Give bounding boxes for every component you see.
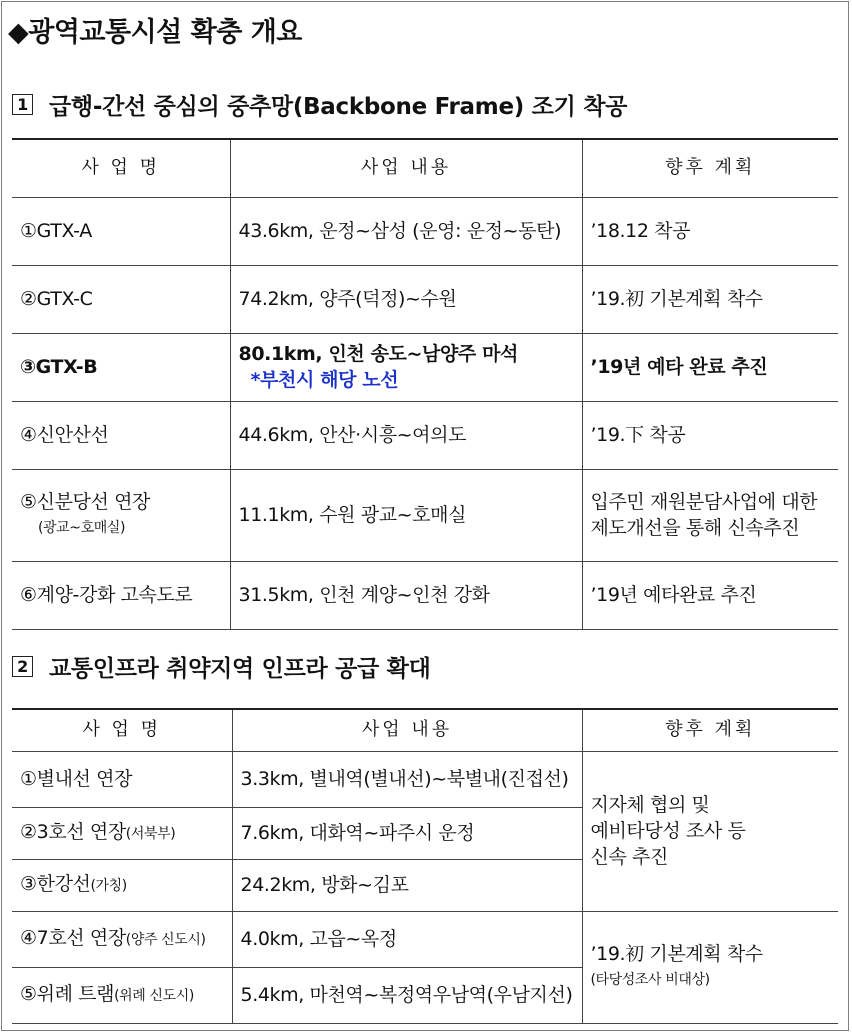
project-plan: ’19년 예타완료 추진 [582, 561, 838, 629]
project-plan: 입주민 재원분담사업에 대한 [590, 491, 818, 513]
table-row [12, 751, 838, 807]
project-plan-cell [582, 469, 838, 561]
header-project-content: 사업 내용 [232, 709, 582, 751]
project-name-sub: (서북부) [125, 826, 176, 842]
project-name-cell [12, 469, 230, 561]
project-name: ⑤신분당선 연장 [20, 491, 150, 513]
plan-line: 신속 추진 [590, 846, 668, 868]
project-plan: ’19년 예타 완료 추진 [582, 333, 838, 401]
table-row [12, 469, 838, 561]
plan-line: 예비타당성 조사 등 [590, 820, 746, 842]
project-content: 7.6km, 대화역~파주시 운정 [232, 807, 582, 859]
header-project-content: 사업 내용 [230, 139, 582, 197]
project-name: ⑤위례 트램 [20, 983, 115, 1005]
project-name: ②3호선 연장 [20, 821, 126, 843]
project-name: ①별내선 연장 [12, 751, 232, 807]
project-content-cell [230, 333, 582, 401]
table-header-row [12, 139, 838, 197]
backbone-table [12, 138, 838, 630]
section-2-number: 2 [12, 656, 33, 677]
project-name: ④7호선 연장 [20, 927, 126, 949]
project-name: ⑥계양-강화 고속도로 [12, 561, 230, 629]
project-name-cell [12, 967, 232, 1023]
section-2-title: 교통인프라 취약지역 인프라 공급 확대 [49, 656, 431, 682]
project-content: 3.3km, 별내역(별내선)~북별내(진접선) [232, 751, 582, 807]
project-plan: ’19.初 기본계획 착수 [582, 265, 838, 333]
project-plan: ’19.下 착공 [582, 401, 838, 469]
header-project-name: 사 업 명 [12, 139, 230, 197]
project-content: 43.6km, 운정~삼성 (운영: 운정~동탄) [230, 197, 582, 265]
project-content: 74.2km, 양주(덕정)~수원 [230, 265, 582, 333]
project-name: ①GTX-A [12, 197, 230, 265]
project-name-cell [12, 807, 232, 859]
section-2-heading [12, 650, 431, 683]
project-plan: ’18.12 착공 [582, 197, 838, 265]
plan-group-2 [582, 911, 838, 1023]
section-1-number: 1 [12, 94, 33, 115]
project-content: 80.1km, 인천 송도~남양주 마석 [238, 343, 518, 365]
project-content: 11.1km, 수원 광교~호매실 [230, 469, 582, 561]
table-row [12, 333, 838, 401]
plan-group-1 [582, 751, 838, 911]
section-1-heading [12, 88, 627, 121]
project-name: ②GTX-C [12, 265, 230, 333]
project-name-sub: (가칭) [90, 878, 127, 894]
project-content: 31.5km, 인천 계양~인천 강화 [230, 561, 582, 629]
section-1-title: 급행-간선 중심의 중추망(Backbone Frame) 조기 착공 [49, 94, 628, 120]
table-header-row [12, 709, 838, 751]
project-name: ③한강선 [20, 873, 91, 895]
table-row [12, 197, 838, 265]
plan-line: 지자체 협의 및 [590, 794, 710, 816]
header-project-name: 사 업 명 [12, 709, 232, 751]
infra-table [12, 708, 838, 1024]
header-future-plan: 향후 계획 [582, 709, 838, 751]
project-content: 4.0km, 고읍~옥정 [232, 911, 582, 967]
document-title: ◆광역교통시설 확충 개요 [8, 17, 302, 48]
plan-line: (타당성조사 비대상) [590, 972, 710, 988]
project-content: 24.2km, 방화~김포 [232, 859, 582, 911]
project-plan: 제도개선을 통해 신속추진 [590, 517, 800, 539]
project-name-cell [12, 911, 232, 967]
table-row [12, 401, 838, 469]
project-name-sub: (위례 신도시) [114, 988, 194, 1004]
project-name: ③GTX-B [12, 333, 230, 401]
table-row [12, 911, 838, 967]
plan-line: ’19.初 기본계획 착수 [590, 943, 763, 965]
project-name: ④신안산선 [12, 401, 230, 469]
project-name-sub: (양주 신도시) [125, 932, 206, 948]
table-row [12, 265, 838, 333]
project-name-cell [12, 859, 232, 911]
project-note: *부천시 해당 노선 [250, 369, 399, 391]
header-future-plan: 향후 계획 [582, 139, 838, 197]
project-content: 44.6km, 안산·시흥~여의도 [230, 401, 582, 469]
project-content: 5.4km, 마천역~복정역우남역(우남지선) [232, 967, 582, 1023]
project-name-sub: (광교~호매실) [38, 520, 126, 536]
table-row [12, 561, 838, 629]
